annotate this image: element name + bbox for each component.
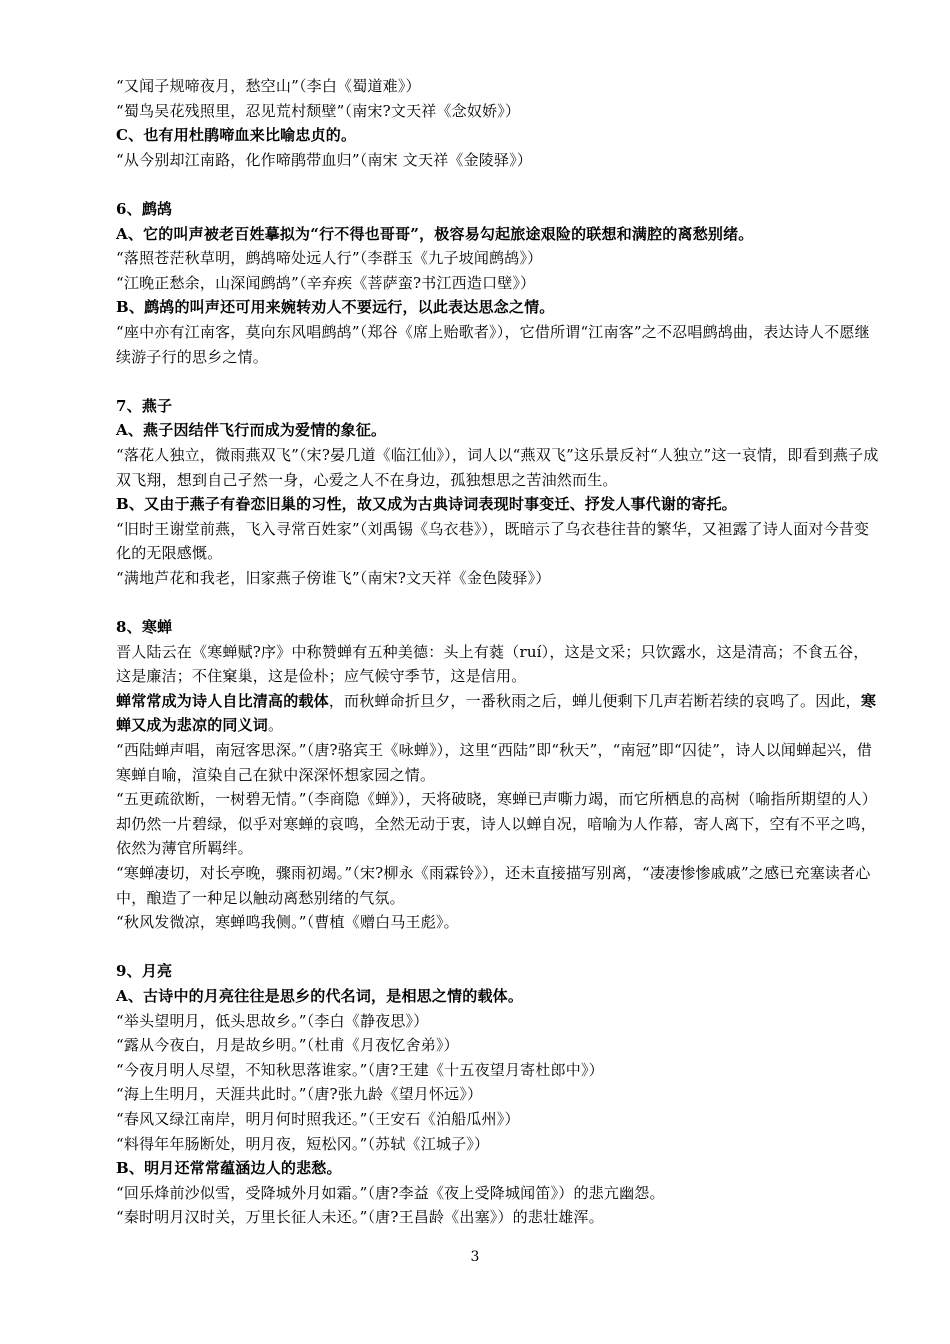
- quotation-line: “落花人独立，微雨燕双飞”（宋?晏几道《临江仙》），词人以“燕双飞”这乐景反衬“人独立”这一哀情，即看到燕子成双飞翔，想到自己孑然一身，心爱之人不在身边，孤独想思之苦油然而生。: [116, 445, 879, 489]
- section-heading: 9、月亮: [116, 962, 173, 981]
- quotation-line: “料得年年肠断处，明月夜，短松冈。”（苏轼《江城子》）: [116, 1134, 490, 1153]
- quotation-line: “旧时王谢堂前燕，飞入寻常百姓家”（刘禹锡《乌衣巷》），既暗示了乌衣巷往昔的繁华，又袒露了诗人面对今昔变化的无限感慨。: [116, 519, 870, 563]
- quotation-line: “又闻子规啼夜月，愁空山”（李白《蜀道难》）: [116, 77, 421, 95]
- paragraph: 晋人陆云在《寒蝉赋?序》中称赞蝉有五种美德：头上有蕤（ruí），这是文采；只饮露水，这是清高；不食五谷，这是廉洁；不住窠巢，这是俭朴；应气候守季节，这是信用。: [116, 642, 869, 686]
- section-spacer: [86, 172, 880, 197]
- section-heading: 6、鹧鸪: [116, 199, 173, 218]
- subsection-heading: A、古诗中的月亮往往是思乡的代名词，是相思之情的载体。: [116, 986, 524, 1005]
- page-number: 3: [470, 1249, 480, 1265]
- quotation-line: “今夜月明人尽望，不知秋思落谁家。”（唐?王建《十五夜望月寄杜郎中》）: [116, 1060, 604, 1079]
- quotation-line: “举头望明月，低头思故乡。”（李白《静夜思》）: [116, 1011, 429, 1030]
- quotation-line: “春风又绿江南岸，明月何时照我还。”（王安石《泊船瓜州》）: [116, 1109, 520, 1128]
- quotation-line: “蜀鸟吴花残照里，忍见荒村颓壁”（南宋?文天祥《念奴娇》）: [116, 101, 521, 120]
- quotation-line: “海上生明月，天涯共此时。”（唐?张九龄《望月怀远》）: [116, 1085, 483, 1104]
- quotation-line: “露从今夜白，月是故乡明。”（杜甫《月夜忆舍弟》）: [116, 1036, 459, 1055]
- subsection-heading: A、燕子因结伴飞行而成为爱情的象征。: [116, 421, 387, 440]
- section-heading: 7、燕子: [116, 396, 173, 415]
- quotation-line: “座中亦有江南客，莫向东风唱鹧鸪”（郑谷《席上贻歌者》），它借所谓“江南客”之不忍唱鹧鸪曲，表达诗人不愿继续游子行的思乡之情。: [116, 322, 870, 366]
- document-body: [86, 74, 880, 1230]
- quotation-line: “从今别却江南路，化作啼鹃带血归”（南宋 文天祥《金陵驿》）: [116, 150, 533, 169]
- subsection-heading: A、它的叫声被老百姓摹拟为“行不得也哥哥”，极容易勾起旅途艰险的联想和满腔的离愁别绪。: [116, 224, 754, 243]
- paragraph: [86, 689, 880, 738]
- quotation-line: “秋风发微凉，寒蝉鸣我侧。”（曹植《赠白马王彪》。: [116, 913, 459, 932]
- subsection-heading: B、鹧鸪的叫声还可用来婉转劝人不要远行，以此表达思念之情。: [116, 298, 555, 317]
- section-heading: 8、寒蝉: [116, 618, 173, 637]
- quotation-line: “回乐烽前沙似雪，受降城外月如霜。”（唐?李益《夜上受降城闻笛》）的悲亢幽怨。: [116, 1183, 665, 1202]
- subsection-heading: B、又由于燕子有眷恋旧巢的习性，故又成为古典诗词表现时事变迁、抒发人事代谢的寄托。: [116, 495, 737, 514]
- quotation-line: “秦时明月汉时关，万里长征人未还。”（唐?王昌龄《出塞》）的悲壮雄浑。: [116, 1208, 604, 1227]
- body-text: 。: [268, 716, 284, 735]
- section-spacer: [86, 590, 880, 615]
- subsection-heading: C、也有用杜鹃啼血来比喻忠贞的。: [116, 126, 357, 145]
- quotation-line: “落照苍茫秋草明，鹧鸪啼处远人行”（李群玉《九子坡闻鹧鸪》）: [116, 249, 543, 268]
- body-text: ，而秋蝉命折旦夕，一番秋雨之后，蝉儿便剩下几声若断若续的哀鸣了。因此，: [328, 691, 861, 710]
- section-spacer: [86, 369, 880, 394]
- emphasis-text: 寒蝉又成为悲凉的同义词: [116, 691, 877, 735]
- section-spacer: [86, 935, 880, 960]
- emphasis-text: 蝉常常成为诗人自比清高的载体: [116, 691, 329, 710]
- quotation-line: “寒蝉凄切，对长亭晚，骤雨初竭。”（宋?柳永《雨霖铃》），还未直接描写别离，“凄凄惨惨戚戚”之感已充塞读者心中，酿造了一种足以触动离愁别绪的气氛。: [116, 864, 871, 907]
- quotation-line: “满地芦花和我老，旧家燕子傍谁飞”（南宋?文天祥《金色陵驿》）: [116, 568, 551, 587]
- subsection-heading: B、明月还常常蕴涵边人的悲愁。: [116, 1159, 342, 1178]
- quotation-line: “江晚正愁余，山深闻鹧鸪”（辛弃疾《菩萨蛮?书江西造口壁》）: [116, 273, 536, 292]
- quotation-line: “西陆蝉声唱，南冠客思深。”（唐?骆宾王《咏蝉》），这里“西陆”即“秋天”，“南冠”即“囚徒”，诗人以闻蝉起兴，借寒蝉自喻，渲染自己在狱中深深怀想家园之情。: [116, 741, 873, 784]
- quotation-line: “五更疏欲断，一树碧无情。”（李商隐《蝉》），天将破晓，寒蝉已声嘶力竭，而它所栖息的高树（喻指所期望的人）却仍然一片碧绿，似乎对寒蝉的哀鸣，全然无动于衷，诗人以蝉自况，喑喻为人作幕，寄人离下，空有不平之鸣，依然为薄官所羁绊。: [116, 790, 877, 858]
